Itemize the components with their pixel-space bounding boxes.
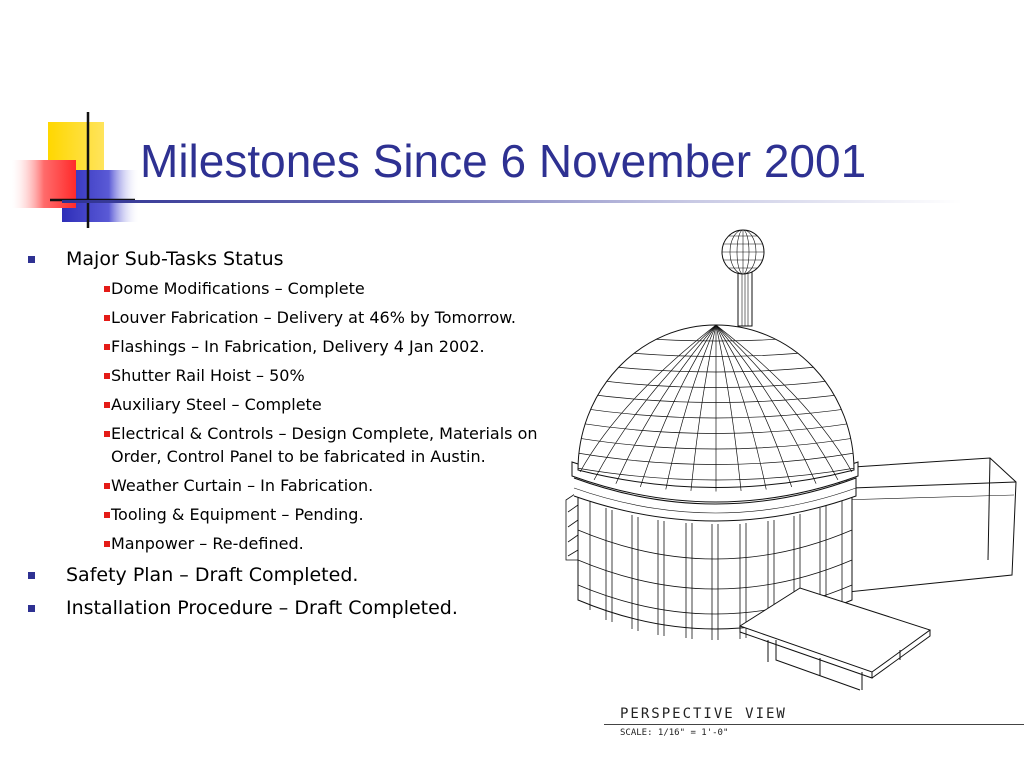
dome-perspective-drawing [560, 224, 1024, 768]
sub-bullet-text: Tooling & Equipment – Pending. [111, 505, 364, 524]
bullet-text: Major Sub-Tasks Status [66, 248, 284, 270]
sphere [720, 230, 766, 274]
sub-bullet-item [66, 474, 588, 497]
bullet-text: Safety Plan – Draft Completed. [66, 564, 359, 586]
dome [560, 325, 872, 500]
square-bullet-icon [28, 605, 35, 612]
sub-bullet-text: Flashings – In Fabrication, Delivery 4 Jan 2002. [111, 337, 485, 356]
sub-bullet-item [66, 532, 588, 555]
bullet-item [28, 595, 588, 621]
sub-bullet-item [66, 306, 588, 329]
bullet-item [28, 246, 588, 555]
square-bullet-icon [104, 512, 110, 518]
sub-bullet-text: Dome Modifications – Complete [111, 279, 365, 298]
sub-bullet-text: Weather Curtain – In Fabrication. [111, 476, 374, 495]
square-bullet-icon [104, 344, 110, 350]
square-bullet-icon [104, 315, 110, 321]
slide-title: Milestones Since 6 November 2001 [140, 135, 867, 187]
bullet-item [28, 562, 588, 588]
sub-bullet-item [66, 393, 588, 416]
square-bullet-icon [104, 286, 110, 292]
sub-bullet-item [66, 503, 588, 526]
sub-bullet-item [66, 335, 588, 358]
sub-bullet-text: Auxiliary Steel – Complete [111, 395, 322, 414]
square-bullet-icon [104, 373, 110, 379]
drawing-scale: SCALE: 1/16" = 1'-0" [620, 728, 729, 738]
square-bullet-icon [104, 431, 110, 437]
square-bullet-icon [104, 541, 110, 547]
sub-bullet-text: Shutter Rail Hoist – 50% [111, 366, 305, 385]
square-bullet-icon [28, 256, 35, 263]
sub-bullet-item [66, 277, 588, 300]
bullet-list [28, 246, 588, 621]
sub-bullet-item [66, 364, 588, 387]
mast [738, 272, 752, 326]
square-bullet-icon [28, 572, 35, 579]
square-bullet-icon [104, 483, 110, 489]
caption-underline [604, 724, 1024, 725]
title-underline [62, 200, 962, 203]
drawing-caption: PERSPECTIVE VIEW [620, 706, 787, 722]
square-bullet-icon [104, 402, 110, 408]
sub-bullet-text: Electrical & Controls – Design Complete, Materials on Order, Control Panel to be fabricated in Austin. [111, 424, 538, 466]
sub-bullet-text: Louver Fabrication – Delivery at 46% by Tomorrow. [111, 308, 516, 327]
decorative-logo [0, 0, 150, 240]
annex-building [838, 458, 1016, 592]
sub-bullet-text: Manpower – Re-defined. [111, 534, 304, 553]
bullet-text: Installation Procedure – Draft Completed. [66, 597, 458, 619]
sub-bullet-item [66, 422, 588, 468]
